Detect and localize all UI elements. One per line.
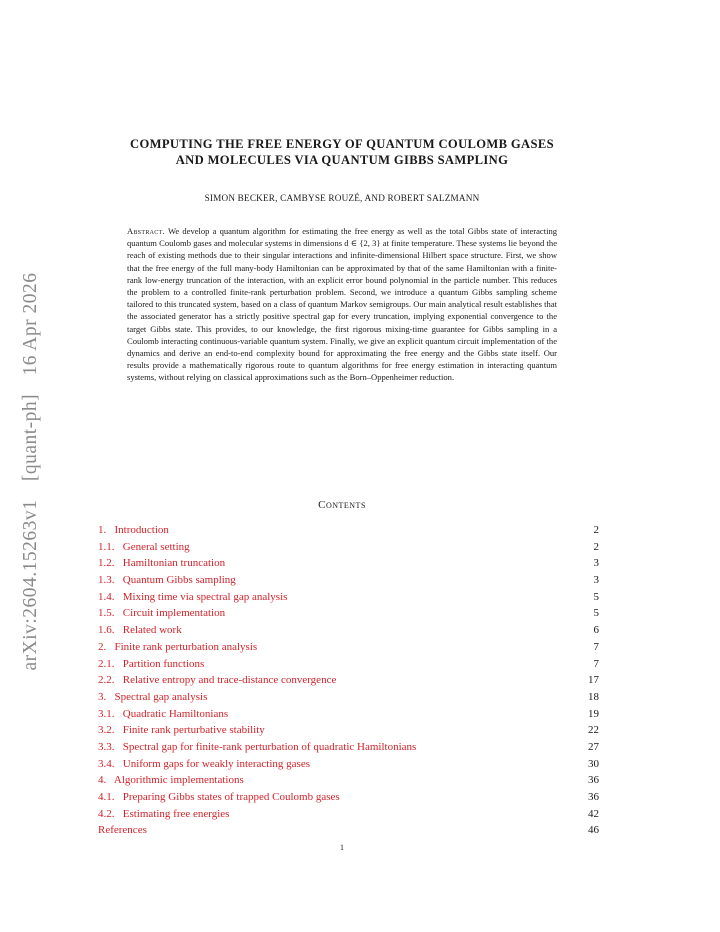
paper-title <box>80 137 604 168</box>
arxiv-date: 16 Apr 2026 <box>20 272 41 376</box>
toc-row[interactable] <box>98 574 599 591</box>
toc-row[interactable] <box>98 741 599 758</box>
toc-link[interactable]: 1.2. Hamiltonian truncation <box>98 557 226 570</box>
toc-page-number: 3 <box>593 574 599 587</box>
title-line-1: COMPUTING THE FREE ENERGY OF QUANTUM COULOMB GASES <box>130 137 554 151</box>
toc-row[interactable] <box>98 791 599 808</box>
toc-page-number: 36 <box>588 791 599 803</box>
arxiv-stamp <box>20 259 42 670</box>
arxiv-id: arXiv:2604.15263v1 <box>20 499 41 671</box>
toc-link[interactable]: 1.3. Quantum Gibbs sampling <box>98 574 236 587</box>
toc-link[interactable]: 4. Algorithmic implementations <box>98 774 244 787</box>
toc-page-number: 18 <box>588 690 599 703</box>
toc-page-number: 7 <box>593 657 599 670</box>
toc-row[interactable] <box>98 524 599 541</box>
toc-link[interactable]: 1.5. Circuit implementation <box>98 607 226 620</box>
toc-link[interactable]: 1.6. Related work <box>98 624 182 637</box>
toc-page-number: 22 <box>588 724 599 737</box>
toc-link[interactable]: 3.2. Finite rank perturbative stability <box>98 724 265 737</box>
toc-row[interactable] <box>98 624 599 641</box>
toc-link[interactable]: 4.1. Preparing Gibbs states of trapped Coulomb gases <box>98 791 340 803</box>
toc-row[interactable] <box>98 824 599 841</box>
toc-page-number: 17 <box>588 674 599 687</box>
arxiv-category: [quant-ph] <box>20 393 41 482</box>
toc-page-number: 7 <box>593 640 599 653</box>
toc-row[interactable] <box>98 607 599 624</box>
toc-link[interactable]: References <box>98 824 147 837</box>
toc-page-number: 2 <box>593 540 599 553</box>
toc-row[interactable] <box>98 708 599 725</box>
toc-row[interactable] <box>98 557 599 574</box>
toc-link[interactable]: 3.3. Spectral gap for finite-rank perturbation of quadratic Hamiltonians <box>98 740 417 753</box>
contents-heading: Contents <box>318 499 366 511</box>
toc-row[interactable] <box>98 758 599 775</box>
toc-row[interactable] <box>98 641 599 658</box>
toc-row[interactable] <box>98 591 599 608</box>
toc-page-number: 19 <box>588 707 599 720</box>
toc-page-number: 36 <box>588 774 599 787</box>
toc-page-number: 46 <box>588 824 599 837</box>
toc-link[interactable]: 3.4. Uniform gaps for weakly interacting gases <box>98 757 310 770</box>
toc-row[interactable] <box>98 691 599 708</box>
toc-row[interactable] <box>98 541 599 558</box>
abstract-label: Abstract. <box>127 226 166 236</box>
toc-row[interactable] <box>98 724 599 741</box>
toc-row[interactable] <box>98 674 599 691</box>
toc-page-number: 6 <box>593 624 599 637</box>
authors: SIMON BECKER, CAMBYSE ROUZÉ, AND ROBERT SALZMANN <box>204 193 480 203</box>
abstract-text: We develop a quantum algorithm for estimating the free energy as well as the total Gibbs state of interacting quantum Coulomb gases and molecular systems in dimensions d ∈ {2, 3} at finite temperature. These systems lie beyond the reach of existing methods due to their singular interactions and infinite-dimensional Hilbert space structure. First, we show that the free energy of the full many-body Hamiltonian can be approximated by that of the same Hamiltonian with a finite-rank low-energy truncation of the interaction, with an explicit error bound polynomial in the particle number. This reduces the problem to a controlled finite-rank perturbation problem. Second, we introduce a quantum Gibbs sampling scheme tailored to this truncated system, based on a class of quantum Markov semigroups. Our main analytical result establishes that the associated generator has a strictly positive spectral gap for every truncation, implying exponential convergence to the target Gibbs state. This provides, to our knowledge, the first rigorous mixing-time guarantee for Gibbs sampling in a Coulomb interacting continuous-variable quantum system. Finally, we give an explicit quantum circuit implementation of the dynamics and derive an end-to-end complexity bound for approximating the free energy and the Gibbs state itself. Our results provide a mathematically rigorous route to quantum algorithms for free energy estimation in interacting quantum systems, without relying on classical approximations such as the Born–Oppenheimer reduction. <box>127 226 558 383</box>
toc-link[interactable]: 3. Spectral gap analysis <box>98 690 208 703</box>
toc-page-number: 2 <box>593 524 599 536</box>
toc-page-number: 42 <box>588 807 599 820</box>
toc-row[interactable] <box>98 774 599 791</box>
abstract <box>127 225 557 384</box>
toc-page-number: 27 <box>588 740 599 753</box>
toc-link[interactable]: 2. Finite rank perturbation analysis <box>98 640 258 653</box>
toc-link[interactable]: 3.1. Quadratic Hamiltonians <box>98 707 229 720</box>
toc-link[interactable]: 2.1. Partition functions <box>98 657 205 670</box>
toc-link[interactable]: 1.4. Mixing time via spectral gap analysis <box>98 590 288 603</box>
toc-row[interactable] <box>98 658 599 675</box>
toc-page-number: 5 <box>593 607 599 620</box>
toc-link[interactable]: 1.1. General setting <box>98 540 190 553</box>
toc-row[interactable] <box>98 808 599 825</box>
page-number: 1 <box>340 843 344 852</box>
toc-link[interactable]: 4.2. Estimating free energies <box>98 807 230 820</box>
toc-link[interactable]: 1. Introduction <box>98 524 169 536</box>
table-of-contents <box>98 524 599 841</box>
toc-link[interactable]: 2.2. Relative entropy and trace-distance convergence <box>98 674 337 687</box>
toc-page-number: 5 <box>593 590 599 603</box>
toc-page-number: 3 <box>593 557 599 570</box>
title-line-2: AND MOLECULES VIA QUANTUM GIBBS SAMPLING <box>175 152 509 167</box>
toc-page-number: 30 <box>588 757 599 770</box>
